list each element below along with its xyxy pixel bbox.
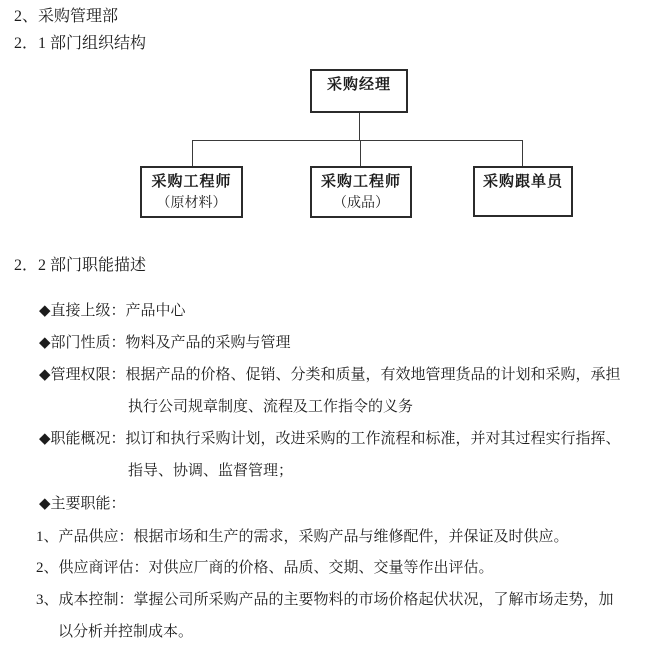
connector-root-drop bbox=[359, 113, 360, 140]
org-node-subtitle: （原材料） bbox=[156, 196, 227, 211]
org-node-purchasing-engineer-finished bbox=[310, 166, 412, 218]
org-node-subtitle: （成品） bbox=[333, 196, 389, 211]
org-node-purchasing-manager bbox=[310, 69, 408, 113]
bullet-direct-superior: ◆直接上级：产品中心 bbox=[39, 303, 186, 319]
org-node-title: 采购工程师 bbox=[151, 174, 232, 190]
org-node-title: 采购经理 bbox=[326, 77, 391, 93]
list-item-cost-control: 3、成本控制：掌握公司所采购产品的主要物料的市场价格起伏状况，了解市场走势，加 bbox=[36, 592, 614, 608]
list-item-product-supply: 1、产品供应：根据市场和生产的需求，采购产品与维修配件，并保证及时供应。 bbox=[36, 529, 569, 545]
connector-horizontal bbox=[192, 140, 523, 141]
bullet-main-functions: ◆主要职能： bbox=[39, 496, 126, 512]
org-node-title: 采购跟单员 bbox=[482, 174, 563, 190]
org-node-title: 采购工程师 bbox=[320, 174, 401, 190]
org-chart bbox=[0, 0, 665, 230]
org-node-purchasing-engineer-raw bbox=[140, 166, 243, 218]
connector-drop-left bbox=[192, 140, 193, 166]
bullet-function-overview: ◆职能概况：拟订和执行采购计划，改进采购的工作流程和标准，并对其过程实行指挥、 bbox=[39, 431, 621, 447]
list-item-cost-control-continuation: 以分析并控制成本。 bbox=[58, 624, 194, 640]
connector-drop-middle bbox=[360, 140, 361, 166]
org-node-purchasing-follow-up bbox=[473, 166, 573, 217]
section-title: 2、采购管理部 bbox=[14, 8, 119, 25]
connector-drop-right bbox=[522, 140, 523, 166]
subsection-2-1-heading: 2．1 部门组织结构 bbox=[14, 35, 147, 52]
list-item-supplier-evaluation: 2、供应商评估：对供应厂商的价格、品质、交期、交量等作出评估。 bbox=[36, 560, 494, 576]
bullet-department-nature: ◆部门性质：物料及产品的采购与管理 bbox=[39, 335, 291, 351]
bullet-function-overview-continuation: 指导、协调、监督管理； bbox=[128, 463, 294, 479]
bullet-management-authority-continuation: 执行公司规章制度、流程及工作指令的义务 bbox=[128, 399, 414, 415]
subsection-2-2-heading: 2．2 部门职能描述 bbox=[14, 257, 147, 274]
bullet-management-authority: ◆管理权限：根据产品的价格、促销、分类和质量，有效地管理货品的计划和采购，承担 bbox=[39, 367, 621, 383]
